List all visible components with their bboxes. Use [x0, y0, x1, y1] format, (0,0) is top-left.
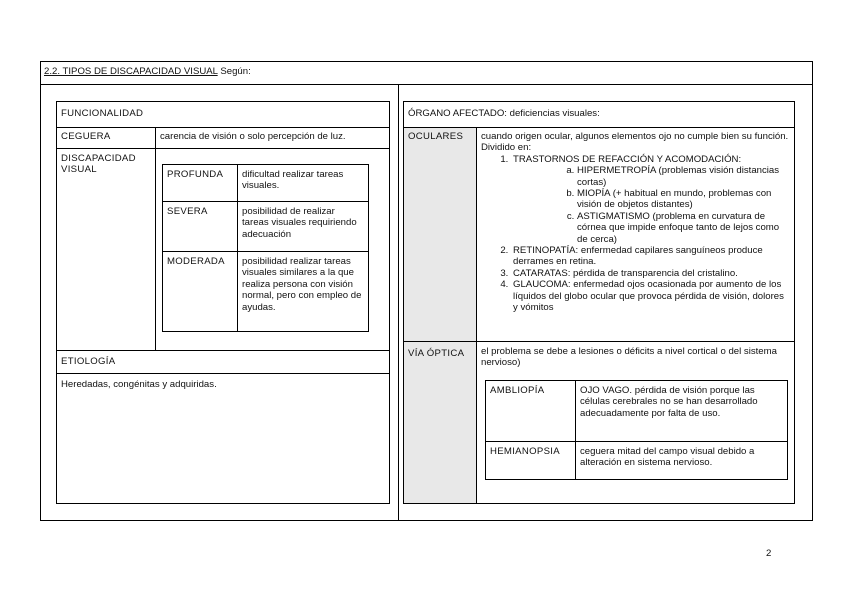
etiologia-desc: Heredadas, congénitas y adquiridas.	[57, 374, 390, 504]
header-divider	[40, 84, 813, 85]
oculares-content	[477, 128, 795, 342]
list-item: 2. RETINOPATÍA: enfermedad capilares sanguíneos produce derrames en retina.	[511, 245, 790, 268]
moderada-desc: posibilidad realizar tareas visuales similares a la que realiza persona con visión normal, pero con empleo de ayudas.	[238, 252, 369, 332]
via-optica-content	[477, 342, 795, 504]
severity-table	[162, 164, 369, 332]
left-table	[56, 101, 390, 504]
list-item: b. MIOPÍA (+ habitual en mundo, problemas con visión de objetos distantes)	[577, 188, 790, 211]
list-item: 1. TRASTORNOS DE REFACCIÓN Y ACOMODACIÓN: a. HIPERMETROPÍA (problemas visión distancias cortas) b. MIOPÍA (+ habitual en mundo, problemas con visión de objetos distantes) c. ASTIGMATISMO (problema en curvatura de córnea que impide enfoque tanto de lejos como de cerca)	[511, 154, 790, 245]
ceguera-label: CEGUERA	[57, 128, 156, 149]
ceguera-desc: carencia de visión o solo percepción de luz.	[156, 128, 390, 149]
oculares-list	[481, 154, 790, 314]
profunda-label: PROFUNDA	[163, 165, 238, 202]
right-table	[403, 101, 795, 504]
list-item: c. ASTIGMATISMO (problema en curvatura de córnea que impide enfoque tanto de lejos como de cerca)	[577, 211, 790, 245]
heading-title: TIPOS DE DISCAPACIDAD VISUAL	[62, 66, 218, 77]
discapacidad-cell	[156, 149, 390, 351]
discapacidad-label: DISCAPACIDAD VISUAL	[57, 149, 156, 351]
hemianopsia-desc: ceguera mitad del campo visual debido a alteración en sistema nervioso.	[576, 441, 788, 479]
profunda-desc: dificultad realizar tareas visuales.	[238, 165, 369, 202]
list-item: 4. GLAUCOMA: enfermedad ojos ocasionada por aumento de los líquidos del globo ocular que provoca pérdida de visión, dolores y vómitos	[511, 279, 790, 313]
list-item: 3. CATARATAS: pérdida de transparencia del cristalino.	[511, 268, 790, 279]
via-optica-subtable	[485, 380, 788, 480]
list-item: a. HIPERMETROPÍA (problemas visión distancias cortas)	[577, 165, 790, 188]
ambliopia-label: AMBLIOPÍA	[486, 380, 576, 441]
etiologia-label: ETIOLOGÍA	[57, 351, 390, 374]
via-optica-label: VÍA ÓPTICA	[404, 342, 477, 504]
refraccion-sublist	[513, 165, 790, 245]
funcionalidad-header: FUNCIONALIDAD	[57, 102, 390, 128]
oculares-label: OCULARES	[404, 128, 477, 342]
column-divider	[398, 84, 399, 521]
section-heading	[44, 66, 251, 77]
severa-label: SEVERA	[163, 202, 238, 252]
hemianopsia-label: HEMIANOPSIA	[486, 441, 576, 479]
heading-suffix: Según:	[220, 66, 251, 77]
oculares-intro: cuando origen ocular, algunos elementos ojo no cumple bien su función. Dividido en:	[481, 131, 789, 154]
organo-header: ÓRGANO AFECTADO: deficiencias visuales:	[404, 102, 795, 128]
page-number: 2	[766, 548, 772, 559]
severa-desc: posibilidad de realizar tareas visuales requiriendo adecuación	[238, 202, 369, 252]
moderada-label: MODERADA	[163, 252, 238, 332]
heading-number: 2.2.	[44, 66, 61, 77]
via-optica-intro: el problema se debe a lesiones o déficits a nivel cortical o del sistema nervioso)	[481, 346, 777, 369]
ambliopia-desc: OJO VAGO. pérdida de visión porque las células cerebrales no se han desarrollado adecuadamente por falta de uso.	[576, 380, 788, 441]
